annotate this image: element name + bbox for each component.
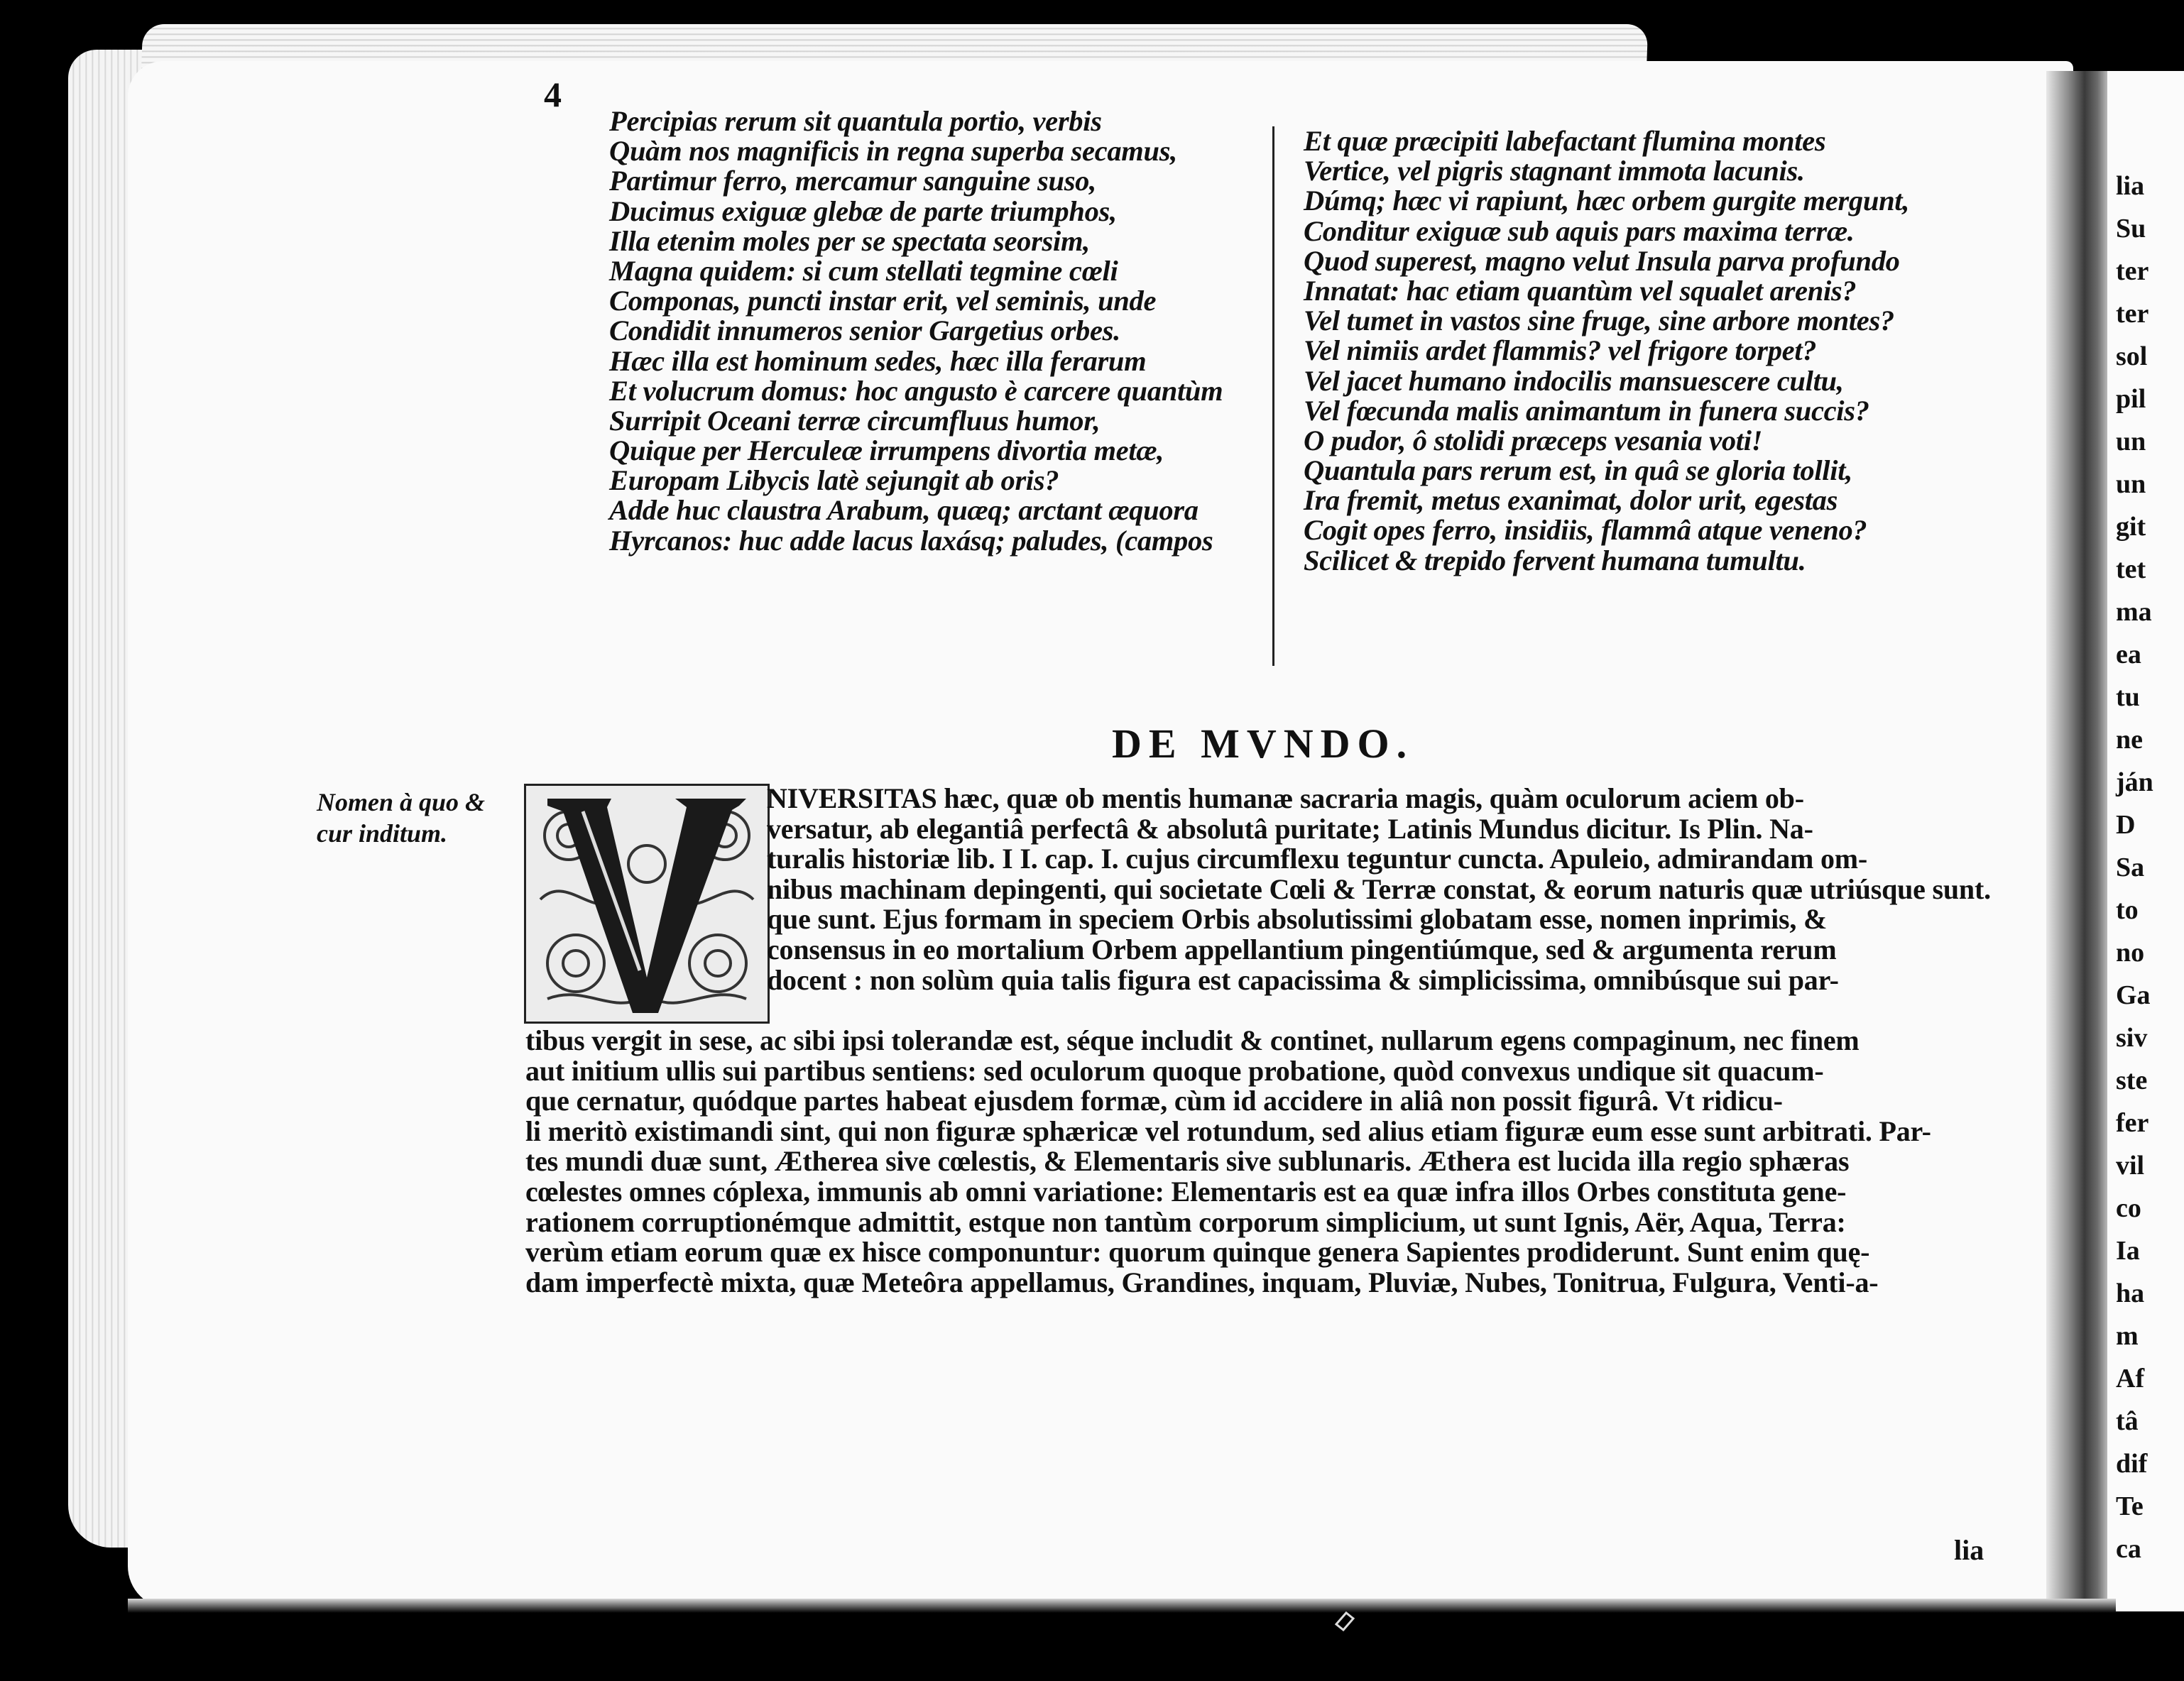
poem-line: Dúmq; hæc vi rapiunt, hæc orbem gurgite mergunt,: [1304, 185, 1910, 217]
prose-line: tes mundi duæ sunt, Ætherea sive cœlestis, & Elementaris sive sublunaris. Æthera est lucida illa regio sphæras: [525, 1145, 1850, 1178]
prose-line: nibus machinam depingenti, qui societate Cœli & Terræ constat, & eorum naturis quæ utriúsque sunt.: [767, 872, 1991, 905]
poem-line: Quique per Herculeæ irrumpens divortia metæ,: [609, 434, 1164, 467]
next-page-word: un: [2116, 427, 2146, 456]
poem-line: Cogit opes ferro, insidiis, flammâ atque veneno?: [1304, 514, 1867, 547]
poem-line: Surripit Oceani terræ circumfluus humor,: [609, 404, 1101, 437]
prose-line: li meritò existimandi sint, qui non figuræ sphæricæ vel rotundum, sed alius etiam figuræ eum esse sunt arbitrati. Par-: [525, 1115, 1931, 1147]
prose-line: tibus vergit in sese, ac sibi ipsi tolerandæ est, séque includit & continet, nullarum egens compaginum, nec finem: [525, 1024, 1860, 1056]
next-page-word: sol: [2116, 341, 2148, 371]
prose-line: turalis historiæ lib. I I. cap. I. cujus circumflexu teguntur cuncta. Apuleio, admirandam om-: [767, 843, 1867, 875]
next-page-word: ma: [2116, 597, 2152, 627]
poem-line: Europam Libycis latè sejungit ab oris?: [609, 464, 1059, 497]
decorated-initial-v: [524, 784, 770, 1024]
next-page-word: ha: [2116, 1278, 2145, 1308]
poem-line: O pudor, ô stolidi præceps vesania voti!: [1304, 424, 1763, 456]
column-rule: [1272, 126, 1274, 666]
margin-note: [317, 787, 485, 849]
page-number: 4: [544, 75, 562, 114]
page-bottom-shadow: [128, 1599, 2116, 1613]
next-page-word: D: [2116, 810, 2136, 840]
next-page-word: ste: [2116, 1066, 2148, 1095]
section-title: DE MVNDO.: [1112, 721, 1414, 767]
next-page-word: m: [2116, 1321, 2139, 1351]
next-page-word: co: [2116, 1193, 2141, 1223]
ornament-initial-icon: [526, 786, 768, 1022]
next-page-word: Af: [2116, 1364, 2145, 1393]
next-page-edge: [2107, 71, 2184, 1611]
book-gutter: [2046, 71, 2110, 1610]
next-page-word: ea: [2116, 640, 2141, 669]
next-page-word: un: [2116, 469, 2146, 499]
poem-line: Quod superest, magno velut Insula parva profundo: [1304, 244, 1900, 277]
next-page-word: ján: [2116, 767, 2153, 797]
poem-line: Magna quidem: si cum stellati tegmine cœli: [609, 254, 1118, 287]
poem-line: Hæc illa est hominum sedes, hæc illa ferarum: [609, 344, 1147, 377]
next-page-word: Ga: [2116, 980, 2151, 1010]
poem-line: Scilicet & trepido fervent humana tumultu.: [1304, 544, 1806, 576]
prose-line: NIVERSITAS hæc, quæ ob mentis humanæ sacraria magis, quàm oculorum aciem ob-: [767, 782, 1804, 814]
clip-icon: [1332, 1609, 1358, 1634]
prose-line: aut initium ullis sui partibus sentiens: sed oculorum quoque probatione, quòd convexus undique sit quacum-: [525, 1054, 1824, 1087]
next-page-word: dif: [2116, 1449, 2148, 1479]
poem-line: Hyrcanos: huc adde lacus laxásq; paludes, (campos: [609, 524, 1213, 557]
next-page-word: Ia: [2116, 1236, 2140, 1266]
next-page-word: no: [2116, 938, 2145, 968]
poem-line: Illa etenim moles per se spectata seorsim,: [609, 224, 1090, 257]
prose-line: verùm etiam eorum quæ ex hisce componuntur: quorum quinque genera Sapientes prodiderunt. Sunt enim quę-: [525, 1236, 1870, 1269]
next-page-word: git: [2116, 512, 2146, 542]
prose-line: que cernatur, quódque partes habeat ejusdem formæ, cùm id accidere in aliâ non possit figurâ. Vt ridicu-: [525, 1085, 1783, 1117]
next-page-word: siv: [2116, 1023, 2148, 1053]
next-page-word: vil: [2116, 1151, 2145, 1181]
poem-line: Vel jacet humano indocilis mansuescere cultu,: [1304, 364, 1844, 397]
prose-line: rationem corruptionémque admittit, estque non tantùm corporum simplicium, ut sunt Ignis, Aër, Aqua, Terra:: [525, 1205, 1846, 1238]
next-page-word: ca: [2116, 1534, 2141, 1564]
poem-line: Adde huc claustra Arabum, quæq; arctant æquora: [609, 494, 1199, 527]
poem-line: Conditur exiguæ sub aquis pars maxima terræ.: [1304, 214, 1855, 247]
poem-line: Percipias rerum sit quantula portio, verbis: [609, 105, 1102, 137]
prose-line: que sunt. Ejus formam in speciem Orbis absolutissimi globatam esse, nomen inprimis, &: [767, 903, 1828, 936]
next-page-word: Sa: [2116, 853, 2145, 882]
poem-line: Vel fœcunda malis animantum in funera succis?: [1304, 394, 1869, 427]
prose-line: consensus in eo mortalium Orbem appellantium pingentiúmque, sed & argumenta rerum: [767, 933, 1837, 965]
next-page-word: Te: [2116, 1491, 2144, 1521]
next-page-word: ter: [2116, 256, 2149, 286]
next-page-word: pil: [2116, 384, 2146, 414]
next-page-word: to: [2116, 895, 2139, 925]
prose-line: cœlestes omnes cóplexa, immunis ab omni variatione: Elementaris est ea quæ infra illos Orbes constituta gene-: [525, 1175, 1847, 1208]
margin-note-line: cur inditum.: [317, 819, 448, 848]
next-page-word: ne: [2116, 725, 2143, 755]
poem-line: Et quæ præcipiti labefactant flumina montes: [1304, 125, 1826, 157]
next-page-word: ter: [2116, 299, 2149, 329]
prose-top-block: [767, 784, 1991, 995]
prose-line: dam imperfectè mixta, quæ Meteôra appellamus, Grandines, inquam, Pluviæ, Nubes, Tonitrua, Fulgura, Venti-a-: [525, 1266, 1879, 1298]
poem-left-column: [609, 106, 1223, 556]
next-page-word: tet: [2116, 554, 2146, 584]
prose-line: docent : non solùm quia talis figura est capacissima & simplicissima, omnibúsque sui par-: [767, 963, 1839, 996]
next-page-word: tu: [2116, 682, 2140, 712]
poem-right-column: [1304, 126, 1909, 576]
next-page-word: tâ: [2116, 1406, 2139, 1436]
poem-line: Quantula pars rerum est, in quâ se gloria tollit,: [1304, 454, 1852, 487]
poem-line: Ducimus exiguæ glebæ de parte triumphos,: [609, 195, 1117, 227]
poem-line: Innatat: hac etiam quantùm vel squalet arenis?: [1304, 274, 1857, 307]
poem-line: Partimur ferro, mercamur sanguine suso,: [609, 165, 1096, 197]
poem-line: Ira fremit, metus exanimat, dolor urit, egestas: [1304, 484, 1838, 517]
catchword: lia: [1954, 1534, 1984, 1566]
prose-line: versatur, ab elegantiâ perfectâ & absolutâ puritate; Latinis Mundus dicitur. Is Plin. Na-: [767, 812, 1813, 845]
next-page-word: lia: [2116, 171, 2145, 201]
next-page-word: Su: [2116, 214, 2146, 243]
poem-line: Vel tumet in vastos sine fruge, sine arbore montes?: [1304, 305, 1894, 337]
next-page-word: fer: [2116, 1108, 2149, 1138]
poem-line: Vel nimiis ardet flammis? vel frigore torpet?: [1304, 334, 1817, 367]
poem-line: Quàm nos magnificis in regna superba secamus,: [609, 135, 1178, 168]
poem-line: Condidit innumeros senior Gargetius orbes.: [609, 314, 1120, 347]
poem-line: Et volucrum domus: hoc angusto è carcere quantùm: [609, 374, 1223, 407]
margin-note-line: Nomen à quo &: [317, 788, 486, 816]
prose-bottom-block: [525, 1026, 1931, 1298]
poem-line: Componas, puncti instar erit, vel seminis, unde: [609, 285, 1157, 317]
poem-line: Vertice, vel pigris stagnant immota lacunis.: [1304, 155, 1805, 187]
